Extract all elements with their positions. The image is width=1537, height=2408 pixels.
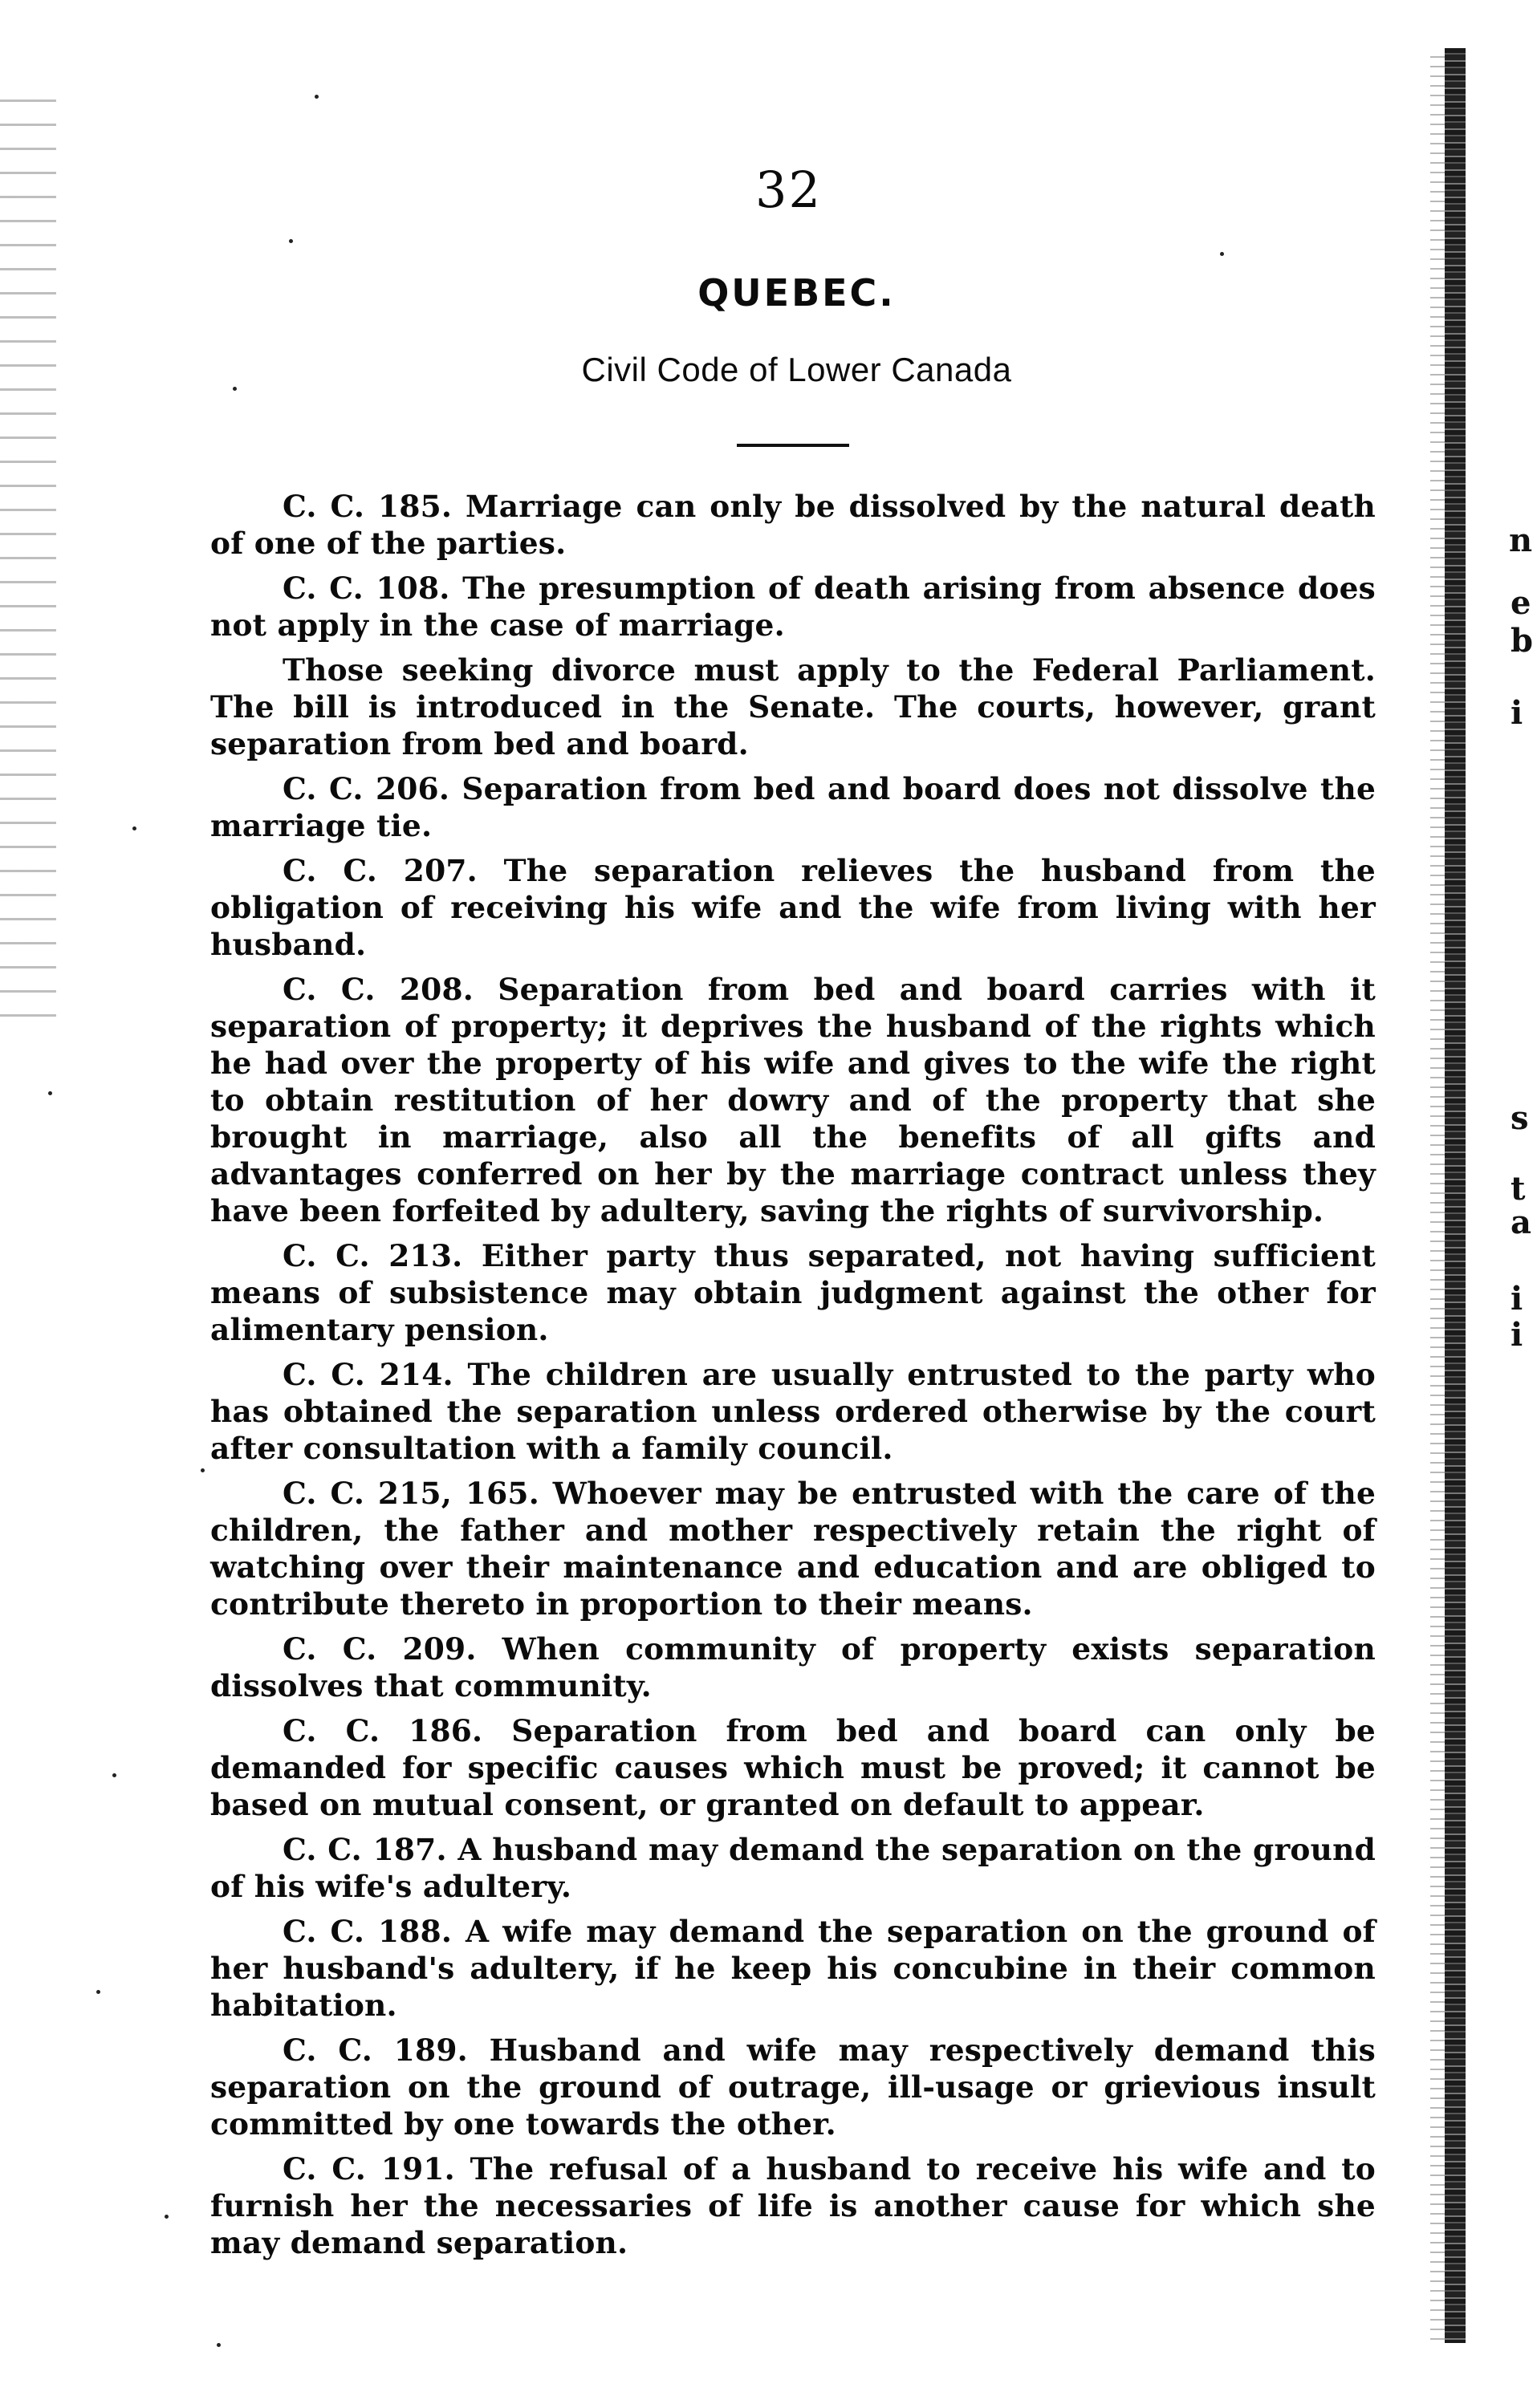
page-title: QUEBEC. bbox=[697, 271, 896, 315]
margin-fragment: e bbox=[1511, 584, 1531, 622]
paragraph-cc-215-165: C. C. 215, 165. Whoever may be entrusted with the care of the children, the father and mother respectively retain the right of watching over their maintenance and education and are obliged to contribute thereto in proportion to their means. bbox=[210, 1476, 1376, 1622]
paragraph-cc-187: C. C. 187. A husband may demand the separation on the ground of his wife's adultery. bbox=[210, 1832, 1376, 1904]
margin-fragment: t bbox=[1511, 1170, 1526, 1208]
scan-speck bbox=[315, 95, 319, 99]
scan-speck bbox=[96, 1990, 100, 1994]
margin-fragment: i bbox=[1511, 1280, 1523, 1318]
margin-fragment: n bbox=[1509, 522, 1533, 559]
scan-speck bbox=[165, 2215, 169, 2219]
margin-fragment: i bbox=[1511, 1316, 1523, 1354]
paragraph-cc-191: C. C. 191. The refusal of a husband to receive his wife and to furnish her the necessaries of life is another cause for which she may demand separation. bbox=[210, 2151, 1376, 2260]
scan-speck bbox=[132, 826, 136, 830]
paragraph-cc-188: C. C. 188. A wife may demand the separation on the ground of her husband's adultery, if he keep his concubine in their common habitation. bbox=[210, 1914, 1376, 2023]
paragraph-cc-108: C. C. 108. The presumption of death arising from absence does not apply in the case of marriage. bbox=[210, 571, 1376, 643]
paragraph-cc-208: C. C. 208. Separation from bed and board carries with it separation of property; it deprives the husband of the rights which he had over the property of his wife and gives to the wife the right to obtain restitution of her dowry and of the property that she brought in marriage, also all the benefits of all gifts and advantages conferred on her by the marriage contract unless they have been forfeited by adultery, saving the rights of survivorship. bbox=[210, 972, 1376, 1228]
margin-fragment: b bbox=[1511, 622, 1533, 660]
paragraph-divorce-parliament: Those seeking divorce must apply to the Federal Parliament. The bill is introduced in the Senate. The courts, however, grant separation from bed and board. bbox=[210, 652, 1376, 761]
paragraph-cc-186: C. C. 186. Separation from bed and board can only be demanded for specific causes which must be proved; it cannot be based on mutual consent, or granted on default to appear. bbox=[210, 1713, 1376, 1822]
body-text bbox=[210, 488, 1376, 2269]
binding-edge-scan-artifact bbox=[1445, 48, 1466, 2343]
paragraph-cc-207: C. C. 207. The separation relieves the husband from the obligation of receiving his wife and the wife from living with her husband. bbox=[210, 853, 1376, 962]
left-page-edge-scan-artifact bbox=[0, 88, 56, 1027]
binding-edge-shadow bbox=[1430, 48, 1445, 2343]
page-number: 32 bbox=[755, 160, 822, 219]
scan-speck bbox=[233, 387, 237, 391]
paragraph-cc-189: C. C. 189. Husband and wife may respectively demand this separation on the ground of outrage, ill-usage or grievious insult committed by one towards the other. bbox=[210, 2032, 1376, 2142]
margin-fragment: a bbox=[1511, 1204, 1531, 1241]
scan-speck bbox=[48, 1091, 52, 1095]
margin-fragment: s bbox=[1511, 1099, 1529, 1137]
paragraph-cc-213: C. C. 213. Either party thus separated, not having sufficient means of subsistence may obtain judgment against the other for alimentary pension. bbox=[210, 1238, 1376, 1347]
scan-speck bbox=[201, 1468, 205, 1472]
paragraph-cc-209: C. C. 209. When community of property exists separation dissolves that community. bbox=[210, 1631, 1376, 1703]
scan-speck bbox=[112, 1773, 116, 1777]
paragraph-cc-185: C. C. 185. Marriage can only be dissolved by the natural death of one of the parties. bbox=[210, 489, 1376, 561]
scan-speck bbox=[1220, 252, 1224, 256]
paragraph-cc-214: C. C. 214. The children are usually entrusted to the party who has obtained the separation unless ordered otherwise by the court after consultation with a family council. bbox=[210, 1357, 1376, 1466]
margin-fragment: i bbox=[1511, 694, 1523, 732]
title-divider bbox=[737, 444, 849, 447]
scan-speck bbox=[217, 2343, 221, 2347]
page-subtitle: Civil Code of Lower Canada bbox=[581, 351, 1012, 388]
paragraph-cc-206: C. C. 206. Separation from bed and board does not dissolve the marriage tie. bbox=[210, 771, 1376, 843]
scan-speck bbox=[289, 239, 293, 243]
